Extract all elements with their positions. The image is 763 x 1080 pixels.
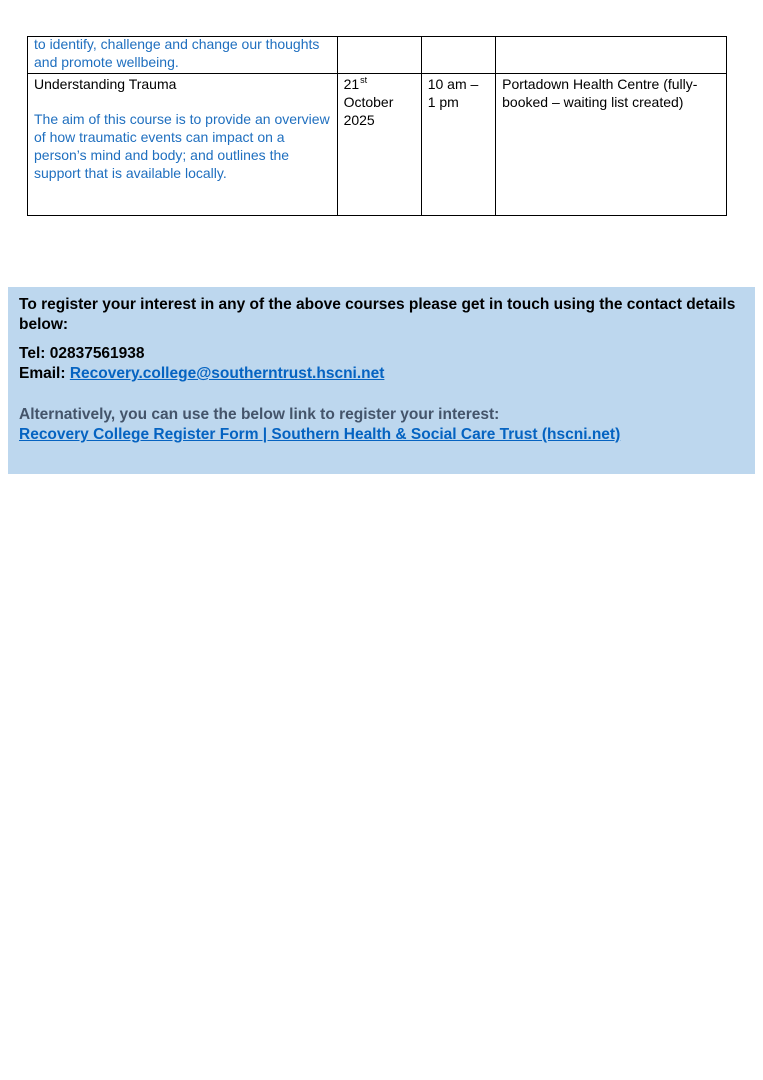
table-row [28, 37, 727, 74]
course-time: 10 am – 1 pm [427, 76, 479, 110]
alternative-register [19, 405, 744, 445]
alternative-text: Alternatively, you can use the below link to register your interest: [19, 406, 500, 423]
time-cell [421, 37, 495, 74]
course-cell [28, 37, 338, 74]
date-suffix: st [360, 75, 368, 85]
date-cell [337, 74, 421, 216]
venue-cell [496, 37, 727, 74]
contact-intro: To register your interest in any of the above courses please get in touch using the contact details below: [19, 296, 736, 333]
register-form-link[interactable]: Recovery College Register Form | Southern Health & Social Care Trust (hscni.net) [19, 426, 621, 443]
course-schedule-table [27, 36, 727, 216]
course-cell [28, 74, 338, 216]
email-link[interactable]: Recovery.college@southerntrust.hscni.net [69, 365, 385, 382]
time-cell [421, 74, 495, 216]
email-label: Email: [19, 365, 66, 382]
contact-box [8, 287, 755, 474]
course-description: to identify, challenge and change our thoughts and promote wellbeing. [34, 36, 320, 70]
venue-cell [496, 74, 727, 216]
course-description: The aim of this course is to provide an overview of how traumatic events can impact on a person’s mind and body; and outlines the support that is available locally. [34, 111, 330, 181]
date-year: 2025 [343, 112, 375, 128]
table-row [28, 74, 727, 216]
course-title: Understanding Trauma [34, 76, 177, 92]
date-day: 21st [343, 75, 368, 92]
contact-email-line [19, 364, 744, 384]
contact-telephone: Tel: 02837561938 [19, 345, 145, 362]
date-cell [337, 37, 421, 74]
course-venue: Portadown Health Centre (fully-booked – waiting list created) [502, 76, 698, 110]
date-month: October [343, 94, 394, 110]
